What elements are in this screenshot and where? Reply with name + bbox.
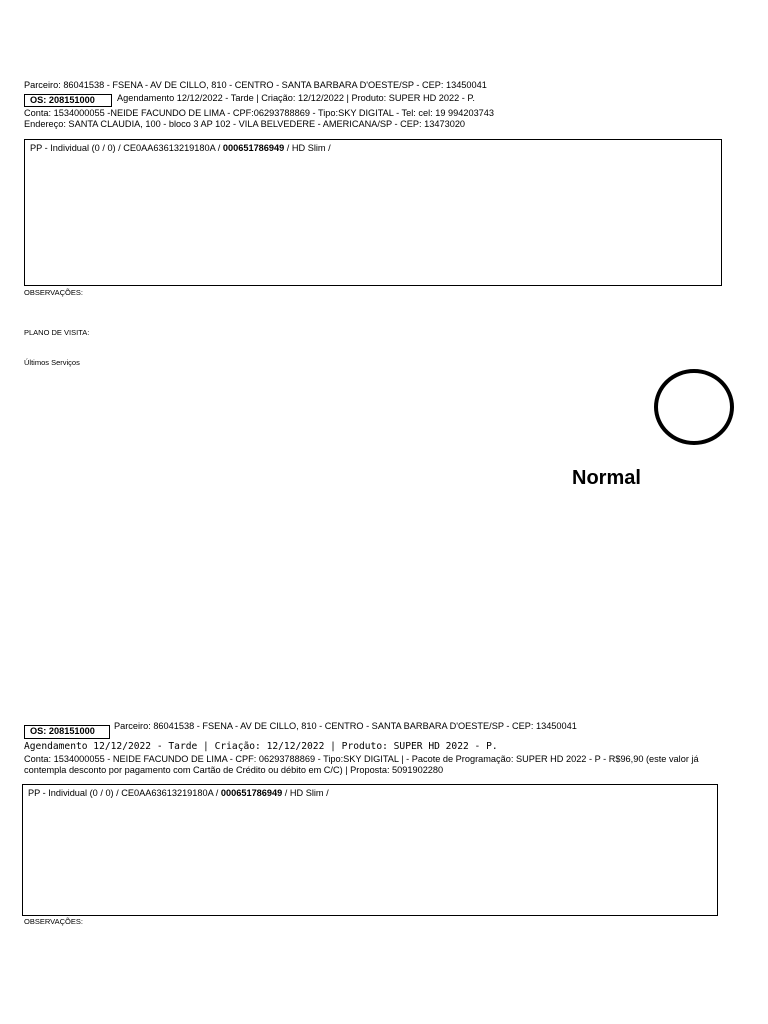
status-circle-icon	[654, 369, 734, 445]
service-line	[30, 143, 331, 153]
status-label: Normal	[572, 467, 641, 489]
service-suffix: / HD Slim /	[284, 143, 331, 153]
service-box	[24, 139, 722, 286]
observacoes-label-bottom: OBSERVAÇÕES:	[24, 917, 83, 926]
agendamento-line: Agendamento 12/12/2022 - Tarde | Criação: 12/12/2022 | Produto: SUPER HD 2022 - P.	[117, 93, 475, 103]
service-prefix-bottom: PP - Individual (0 / 0) / CE0AA63613219180A /	[28, 788, 221, 798]
service-serial-bottom: 000651786949	[220, 788, 283, 798]
conta-line: Conta: 1534000055 -NEIDE FACUNDO DE LIMA - CPF:06293788869 - Tipo:SKY DIGITAL - Tel: cel: 19 994203743	[24, 108, 495, 118]
parceiro-line-bottom: Parceiro: 86041538 - FSENA - AV DE CILLO, 810 - CENTRO - SANTA BARBARA D'OESTE/SP - CEP: 13450041	[114, 721, 577, 731]
os-number-box-bottom: OS: 208151000	[24, 725, 110, 739]
service-prefix: PP - Individual (0 / 0) / CE0AA63613219180A /	[30, 143, 223, 153]
service-line-bottom	[28, 788, 329, 798]
observacoes-label: OBSERVAÇÕES:	[24, 288, 83, 297]
conta-line-bottom: Conta: 1534000055 - NEIDE FACUNDO DE LIMA - CPF: 06293788869 - Tipo:SKY DIGITAL | - Pacote de Programação: SUPER HD 2022 - P - R$96,90 (este valor já contempla desconto por pagamento com Cartão de Crédito ou débito em C/C) | Proposta: 5091902280	[24, 754, 699, 775]
endereco-line: Endereço: SANTA CLAUDIA, 100 - bloco 3 AP 102 - VILA BELVEDERE - AMERICANA/SP - CEP: 13473020	[24, 119, 466, 129]
agendamento-line-bottom: Agendamento 12/12/2022 - Tarde | Criação: 12/12/2022 | Produto: SUPER HD 2022 - P.	[24, 741, 498, 752]
os-number-box: OS: 208151000	[24, 94, 112, 107]
parceiro-line: Parceiro: 86041538 - FSENA - AV DE CILLO, 810 - CENTRO - SANTA BARBARA D'OESTE/SP - CEP: 13450041	[24, 80, 487, 90]
service-suffix-bottom: / HD Slim /	[282, 788, 329, 798]
service-serial: 000651786949	[222, 143, 285, 153]
plano-visita-label: PLANO DE VISITA:	[24, 328, 90, 337]
service-box-bottom	[22, 784, 718, 916]
ultimos-servicos-label: Últimos Serviços	[24, 358, 80, 367]
